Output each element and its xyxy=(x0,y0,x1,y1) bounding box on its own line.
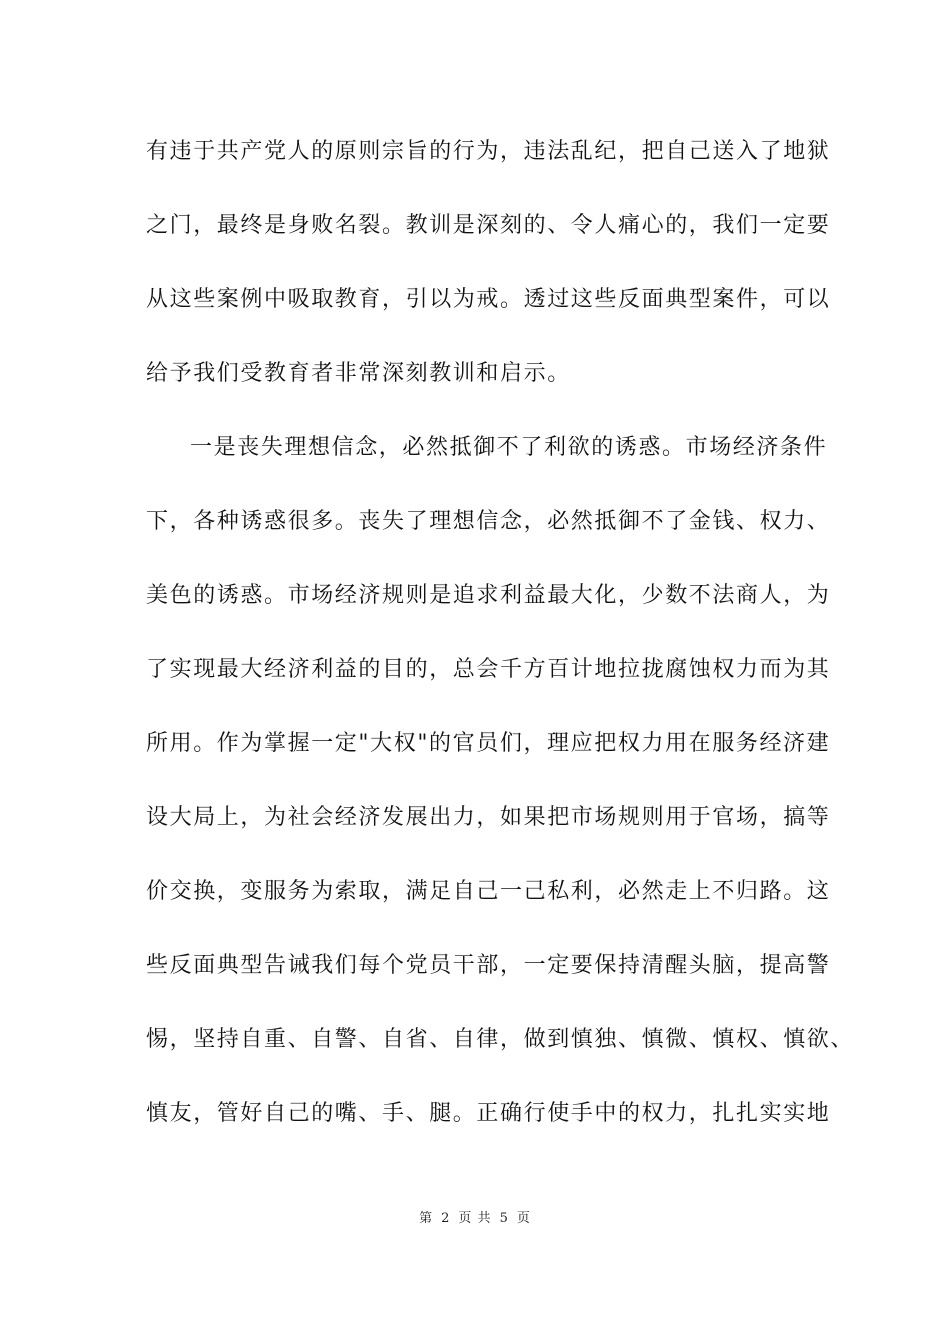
page-footer xyxy=(0,1210,950,1228)
text-line: 从这些案例中吸取教育，引以为戒。透过这些反面典型案件，可以 xyxy=(146,287,831,312)
text-line: 美色的诱惑。市场经济规则是追求利益最大化，少数不法商人，为 xyxy=(146,583,831,608)
footer-suffix: 页 xyxy=(516,1211,531,1226)
text-line: 慎友，管好自己的嘴、手、腿。正确行使手中的权力，扎扎实实地 xyxy=(146,1101,831,1126)
total-pages-number: 5 xyxy=(499,1211,509,1226)
paragraph-first-line: 一是丧失理想信念，必然抵御不了利欲的诱惑。市场经济条件 xyxy=(190,435,828,460)
text-line: 给予我们受教育者非常深刻教训和启示。 xyxy=(146,361,571,386)
text-line: 些反面典型告诫我们每个党员干部，一定要保持清醒头脑，提高警 xyxy=(146,953,831,978)
footer-middle: 页 共 xyxy=(458,1211,492,1226)
text-line: 所用。作为掌握一定"大权"的官员们，理应把权力用在服务经济建 xyxy=(146,731,831,756)
text-line: 价交换，变服务为索取，满足自己一己私利，必然走上不归路。这 xyxy=(146,879,831,904)
footer-prefix: 第 xyxy=(419,1211,434,1226)
text-line: 了实现最大经济利益的目的，总会千方百计地拉拢腐蚀权力而为其 xyxy=(146,657,831,682)
current-page-number: 2 xyxy=(441,1211,451,1226)
text-line: 惕，坚持自重、自警、自省、自律，做到慎独、慎微、慎权、慎欲、 xyxy=(146,1027,855,1052)
text-line: 下，各种诱惑很多。丧失了理想信念，必然抵御不了金钱、权力、 xyxy=(146,509,831,534)
text-line: 设大局上，为社会经济发展出力，如果把市场规则用于官场，搞等 xyxy=(146,805,831,830)
text-line: 有违于共产党人的原则宗旨的行为，违法乱纪，把自己送入了地狱 xyxy=(146,139,831,164)
text-line: 之门，最终是身败名裂。教训是深刻的、令人痛心的，我们一定要 xyxy=(146,213,831,238)
